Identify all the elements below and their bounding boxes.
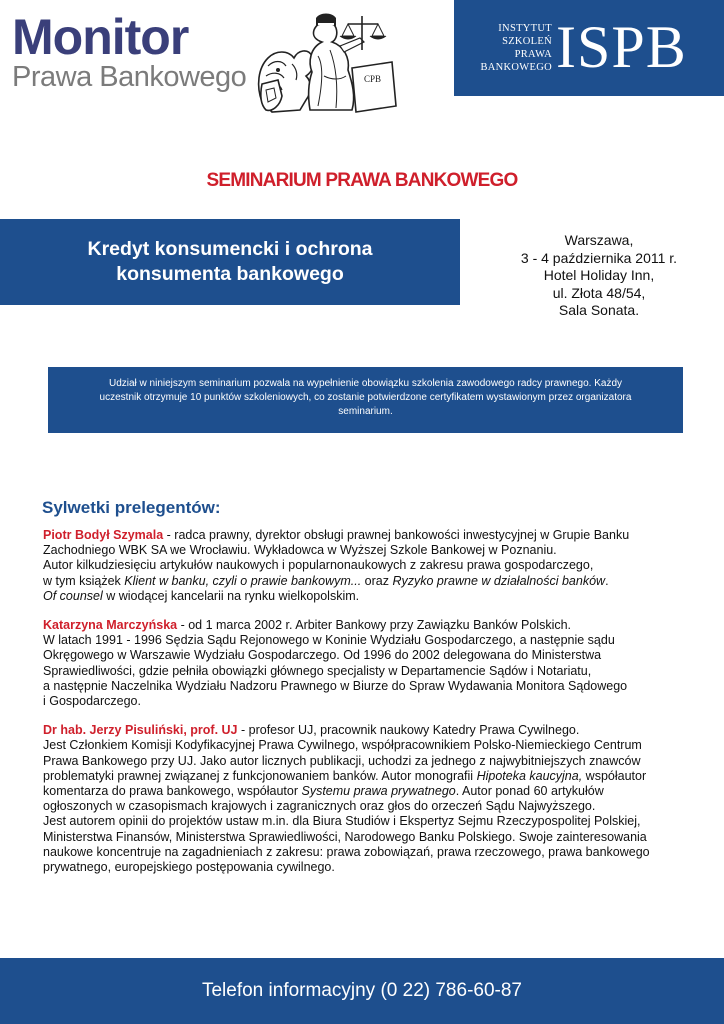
bio-text: w wiodącej kancelarii na rynku wielkopolskim. (102, 588, 360, 603)
bio-line: Sprawiedliwości, gdzie pełniła obowiązki głównego specjalisty w Departamencie Sądów i Notariatu, (43, 663, 592, 678)
bio-text: . Autor ponad 60 artykułów (455, 784, 604, 799)
venue-line: Sala Sonata. (558, 302, 640, 318)
bio-line (43, 528, 703, 543)
info-phone-text: Telefon informacyjny (0 22) 786-60-87 (201, 980, 522, 1001)
bio-line: Okręgowego w Warszawie Wydziału Gospodarczego. Od 1996 do 2002 delegowana do Ministerstwa (43, 648, 602, 663)
bio-text: problematyki prawnej związanej z funkcjonowaniem banków. Autor monografii (43, 768, 477, 783)
bio-line (43, 574, 703, 589)
bio-text: . (605, 573, 609, 588)
bio-line (43, 769, 703, 784)
institute-line: BANKOWEGO (480, 62, 552, 73)
bio-line: Prawa Bankowego przy UJ. Jako autor licznych publikacji, uchodzi za jednego z najwybitniejszych znawców (43, 753, 641, 768)
bio-line: ogłoszonych w czasopismach krajowych i zagranicznych oraz głos do orzeczeń Sądu Najwyższego. (43, 799, 596, 814)
bio-line: naukowe koncentruje na zagadnieniach z zakresu: prawa zobowiązań, prawa rzeczowego, prawa bankowego (43, 844, 650, 859)
book-title: Ryzyko prawne w działalności banków (392, 573, 606, 588)
speakers-heading: Sylwetki prelegentów: (42, 498, 221, 517)
speaker-bio (43, 723, 703, 875)
venue-line: 3 - 4 października 2011 r. (520, 249, 678, 266)
venue-line: Hotel Holiday Inn, (543, 267, 655, 283)
bio-line (43, 784, 703, 799)
bio-line: W latach 1991 - 1996 Sędzia Sądu Rejonowego w Koninie Wydziału Gospodarczego, a następnie sądu (43, 633, 615, 648)
bio-line: i Gospodarczego. (43, 694, 141, 709)
bio-text: w tym książek (43, 573, 125, 588)
venue-line: ul. Złota 48/54, (552, 284, 646, 301)
book-title: Klient w banku, czyli o prawie bankowym... (124, 573, 362, 588)
justice-lion-cpb-emblem-icon (252, 6, 402, 120)
speaker-bio (43, 528, 703, 604)
institute-name (472, 22, 552, 74)
venue-info (490, 232, 708, 320)
bio-text: - od 1 marca 2002 r. Arbiter Bankowy przy Zawiązku Banków Polskich. (177, 618, 572, 633)
speaker-bio (43, 618, 703, 709)
seminar-title: SEMINARIUM PRAWA BANKOWEGO (206, 170, 518, 191)
bio-line: Zachodniego WBK SA we Wrocławiu. Wykładowca w Wyższej Szkole Bankowej w Poznaniu. (43, 543, 557, 558)
bio-line (43, 723, 703, 738)
institute-line: INSTYTUT (498, 23, 552, 34)
emblem-cpb-c: CPB (364, 74, 382, 84)
bio-text: komentarza do prawa bankowego, współautor (43, 784, 302, 799)
bio-line: Jest autorem opinii do projektów ustaw m.in. dla Biura Studiów i Ekspertyz Sejmu Rzeczypospolitej Polskiej, (43, 814, 641, 829)
bio-text: - radca prawny, dyrektor obsługi prawnej bankowości inwestycyjnej w Grupie Banku (163, 528, 630, 542)
topic-line: Kredyt konsumencki i ochrona (87, 238, 373, 260)
ispb-institute-block (454, 0, 724, 96)
bio-text: - profesor UJ, pracownik naukowy Katedry Prawa Cywilnego. (237, 723, 580, 738)
logo-main-text: Monitor (12, 9, 189, 65)
bio-line: Ministerstwa Finansów, Ministerstwa Sprawiedliwości, Narodowego Banku Polskiego. Swoje zainteresowania (43, 829, 647, 844)
bio-line: Jest Członkiem Komisji Kodyfikacyjnej Prawa Cywilnego, współpracownikiem Polsko-Niemieckiego Centrum (43, 738, 642, 753)
bio-line (43, 589, 703, 604)
venue-line: Warszawa, (564, 232, 634, 248)
logo-sub-text: Prawa Bankowego (12, 61, 247, 93)
certification-notice: Udział w niniejszym seminarium pozwala na wypełnienie obowiązku szkolenia zawodowego radcy prawnego. Każdy uczestnik otrzymuje 10 punktów szkoleniowych, co zostanie potwierdzone certyfikatem wystawionym przez organizatora seminarium. (48, 367, 683, 433)
institute-acronym: ISPB (556, 14, 687, 80)
topic-box (0, 219, 460, 305)
institute-line: PRAWA (514, 49, 552, 60)
topic-line: konsumenta bankowego (116, 263, 344, 285)
monitor-logo (12, 9, 247, 93)
bio-line: prywatnego, europejskiego postępowania cywilnego. (43, 860, 335, 875)
institute-line: SZKOLEŃ (502, 36, 552, 47)
bio-text: oraz (361, 573, 393, 588)
speaker-name: Dr hab. Jerzy Pisuliński, prof. UJ (43, 723, 238, 738)
bio-text: współautor (582, 768, 647, 783)
role-term: Of counsel (43, 588, 103, 603)
info-phone-footer (0, 958, 724, 1024)
speaker-name: Piotr Bodył Szymala (43, 528, 164, 542)
bio-line: Autor kilkudziesięciu artykułów naukowych i popularnonaukowych z zakresu prawa gospodarczego, (43, 558, 594, 573)
bio-line (43, 618, 703, 633)
book-title: Hipoteka kaucyjna, (476, 768, 583, 783)
bio-line: a następnie Naczelnika Wydziału Nadzoru Prawnego w Biurze do Spraw Wydawania Monitora Sądowego (43, 678, 628, 693)
speakers-list (43, 528, 703, 889)
speaker-name: Katarzyna Marczyńska (43, 618, 178, 633)
book-title: Systemu prawa prywatnego (301, 784, 456, 799)
